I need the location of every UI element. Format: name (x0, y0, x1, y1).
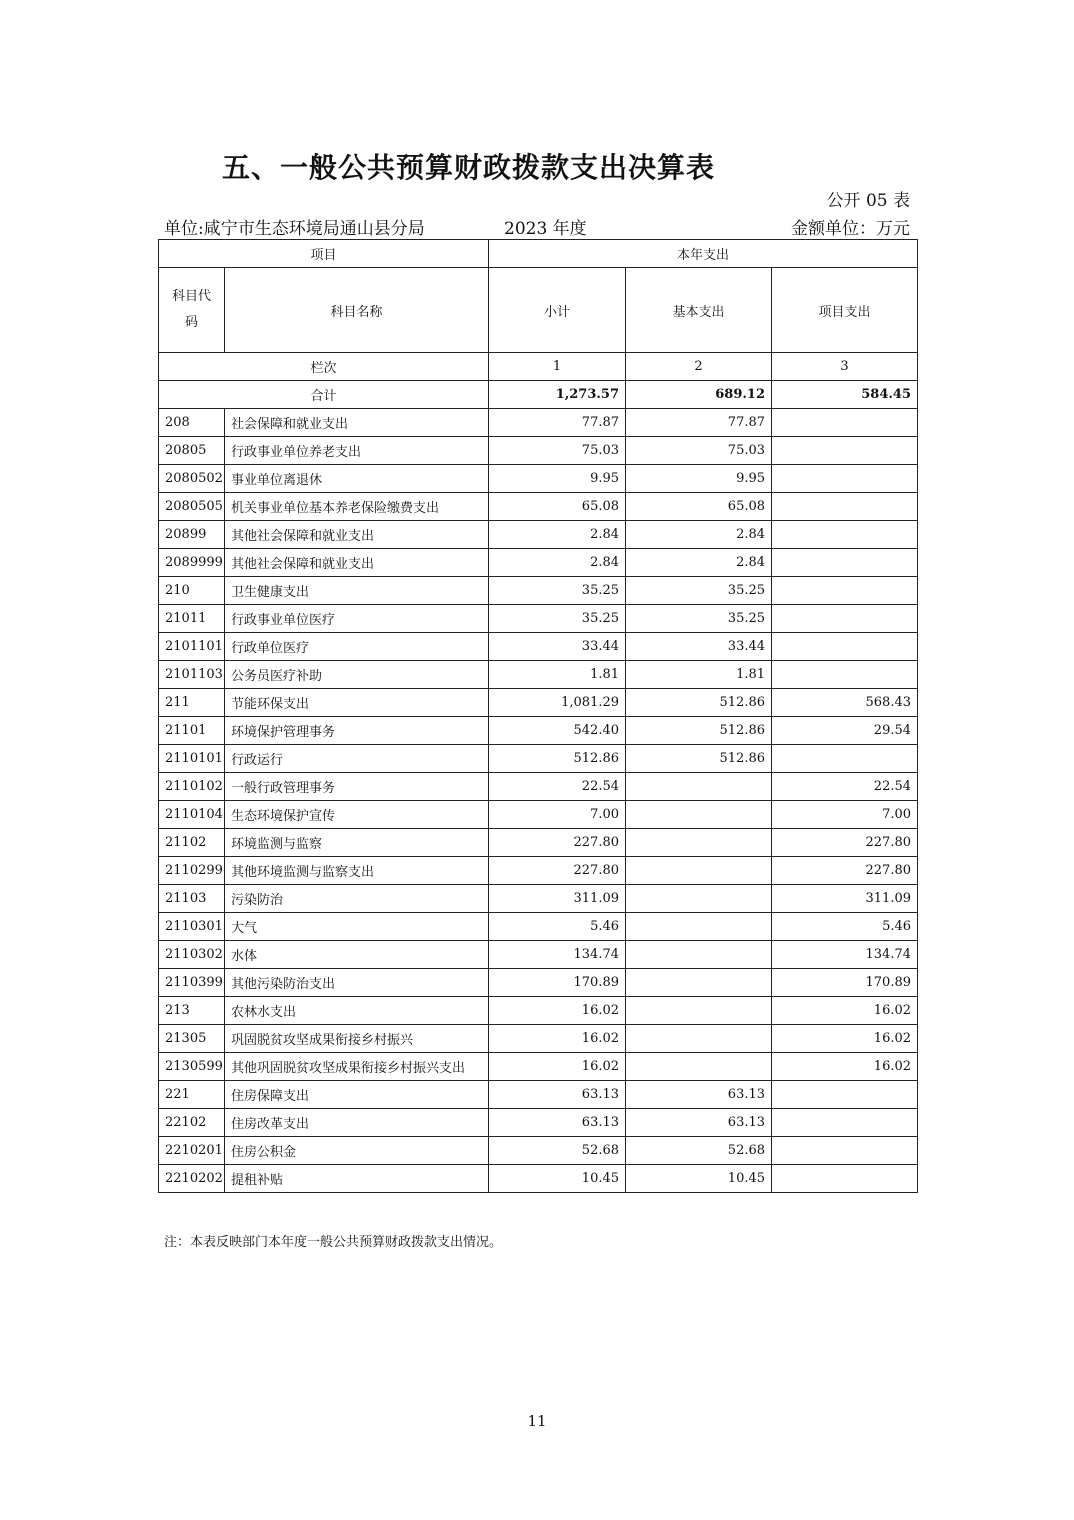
cell-subtotal: 542.40 (489, 717, 626, 745)
table-row (159, 689, 918, 717)
page-number: 11 (527, 1412, 547, 1430)
cell-basic (626, 1053, 772, 1081)
expenditure-table (158, 239, 918, 1193)
table-row (159, 745, 918, 773)
cell-name: 住房公积金 (225, 1137, 489, 1165)
cell-subtotal: 16.02 (489, 997, 626, 1025)
cell-project (772, 1109, 918, 1137)
cell-project (772, 661, 918, 689)
table-row (159, 829, 918, 857)
cell-project: 16.02 (772, 1053, 918, 1081)
cell-subtotal: 33.44 (489, 633, 626, 661)
cell-basic: 2.84 (626, 521, 772, 549)
cell-code: 2110399 (159, 969, 225, 997)
table-row (159, 521, 918, 549)
table-row (159, 1081, 918, 1109)
table-row (159, 1109, 918, 1137)
cell-project (772, 605, 918, 633)
fiscal-year: 2023 年度 (504, 219, 587, 239)
cell-name: 其他社会保障和就业支出 (225, 521, 489, 549)
cell-basic: 35.25 (626, 577, 772, 605)
cell-name: 行政事业单位医疗 (225, 605, 489, 633)
cell-project: 29.54 (772, 717, 918, 745)
cell-code: 2110102 (159, 773, 225, 801)
cell-subtotal: 63.13 (489, 1081, 626, 1109)
cell-basic (626, 997, 772, 1025)
cell-code: 2210202 (159, 1165, 225, 1193)
cell-basic (626, 913, 772, 941)
table-row (159, 941, 918, 969)
cell-project (772, 521, 918, 549)
unit-label: 单位:咸宁市生态环境局通山县分局 (164, 219, 425, 239)
cell-name: 行政单位医疗 (225, 633, 489, 661)
cell-basic: 512.86 (626, 689, 772, 717)
cell-subtotal: 311.09 (489, 885, 626, 913)
table-row (159, 773, 918, 801)
cell-name: 住房改革支出 (225, 1109, 489, 1137)
table-row (159, 801, 918, 829)
cell-code: 2110104 (159, 801, 225, 829)
cell-subtotal: 35.25 (489, 605, 626, 633)
header-name: 科目名称 (225, 268, 489, 353)
page-title: 五、一般公共预算财政拨款支出决算表 (222, 151, 716, 184)
table-row (159, 1025, 918, 1053)
cell-code: 2210201 (159, 1137, 225, 1165)
cell-code: 213 (159, 997, 225, 1025)
cell-project: 16.02 (772, 1025, 918, 1053)
cell-basic: 512.86 (626, 745, 772, 773)
cell-basic: 52.68 (626, 1137, 772, 1165)
cell-name: 提租补贴 (225, 1165, 489, 1193)
table-row (159, 1053, 918, 1081)
row-index-3: 3 (772, 353, 918, 381)
cell-subtotal: 16.02 (489, 1053, 626, 1081)
form-number: 公开 05 表 (826, 191, 910, 211)
table-row (159, 493, 918, 521)
cell-name: 其他社会保障和就业支出 (225, 549, 489, 577)
cell-basic: 75.03 (626, 437, 772, 465)
cell-name: 其他环境监测与监察支出 (225, 857, 489, 885)
header-current-year-group: 本年支出 (489, 240, 918, 268)
cell-code: 2089999 (159, 549, 225, 577)
cell-name: 公务员医疗补助 (225, 661, 489, 689)
table-row (159, 857, 918, 885)
cell-subtotal: 1.81 (489, 661, 626, 689)
cell-project (772, 745, 918, 773)
cell-project: 227.80 (772, 857, 918, 885)
table-row (159, 885, 918, 913)
cell-basic (626, 885, 772, 913)
cell-code: 2110101 (159, 745, 225, 773)
cell-subtotal: 77.87 (489, 409, 626, 437)
cell-project (772, 549, 918, 577)
cell-code: 2110299 (159, 857, 225, 885)
cell-basic: 10.45 (626, 1165, 772, 1193)
cell-subtotal: 16.02 (489, 1025, 626, 1053)
cell-subtotal: 7.00 (489, 801, 626, 829)
cell-project: 5.46 (772, 913, 918, 941)
table-row (159, 913, 918, 941)
cell-basic: 2.84 (626, 549, 772, 577)
cell-basic: 77.87 (626, 409, 772, 437)
cell-subtotal: 5.46 (489, 913, 626, 941)
cell-project (772, 493, 918, 521)
cell-basic (626, 773, 772, 801)
cell-name: 社会保障和就业支出 (225, 409, 489, 437)
cell-subtotal: 65.08 (489, 493, 626, 521)
cell-basic (626, 801, 772, 829)
table-row (159, 605, 918, 633)
cell-code: 211 (159, 689, 225, 717)
cell-code: 2110302 (159, 941, 225, 969)
cell-code: 208 (159, 409, 225, 437)
cell-name: 节能环保支出 (225, 689, 489, 717)
cell-basic: 512.86 (626, 717, 772, 745)
cell-code: 21305 (159, 1025, 225, 1053)
money-unit: 金额单位：万元 (791, 219, 910, 239)
cell-subtotal: 2.84 (489, 521, 626, 549)
total-project: 584.45 (772, 381, 918, 409)
cell-code: 20805 (159, 437, 225, 465)
cell-project: 227.80 (772, 829, 918, 857)
cell-subtotal: 1,081.29 (489, 689, 626, 717)
cell-basic (626, 829, 772, 857)
cell-subtotal: 134.74 (489, 941, 626, 969)
cell-project: 134.74 (772, 941, 918, 969)
total-basic: 689.12 (626, 381, 772, 409)
cell-subtotal: 22.54 (489, 773, 626, 801)
cell-code: 22102 (159, 1109, 225, 1137)
cell-subtotal: 227.80 (489, 829, 626, 857)
cell-code: 2080505 (159, 493, 225, 521)
cell-project: 170.89 (772, 969, 918, 997)
cell-subtotal: 52.68 (489, 1137, 626, 1165)
cell-name: 巩固脱贫攻坚成果衔接乡村振兴 (225, 1025, 489, 1053)
cell-project (772, 1165, 918, 1193)
cell-code: 210 (159, 577, 225, 605)
cell-subtotal: 35.25 (489, 577, 626, 605)
cell-name: 行政运行 (225, 745, 489, 773)
cell-subtotal: 170.89 (489, 969, 626, 997)
cell-code: 21101 (159, 717, 225, 745)
cell-project (772, 409, 918, 437)
cell-project (772, 1137, 918, 1165)
cell-project (772, 465, 918, 493)
cell-subtotal: 512.86 (489, 745, 626, 773)
cell-name: 大气 (225, 913, 489, 941)
cell-name: 水体 (225, 941, 489, 969)
header-item-group: 项目 (159, 240, 489, 268)
cell-name: 卫生健康支出 (225, 577, 489, 605)
table-row (159, 437, 918, 465)
row-index-2: 2 (626, 353, 772, 381)
table-row (159, 465, 918, 493)
table-row (159, 549, 918, 577)
total-row (159, 381, 918, 409)
cell-basic (626, 941, 772, 969)
cell-name: 污染防治 (225, 885, 489, 913)
cell-project: 16.02 (772, 997, 918, 1025)
table-note: 注：本表反映部门本年度一般公共预算财政拨款支出情况。 (164, 1235, 503, 1250)
table-row (159, 577, 918, 605)
table-row (159, 1137, 918, 1165)
cell-name: 行政事业单位养老支出 (225, 437, 489, 465)
cell-name: 环境保护管理事务 (225, 717, 489, 745)
cell-subtotal: 10.45 (489, 1165, 626, 1193)
cell-subtotal: 227.80 (489, 857, 626, 885)
cell-basic (626, 969, 772, 997)
cell-name: 机关事业单位基本养老保险缴费支出 (225, 493, 489, 521)
cell-basic (626, 1025, 772, 1053)
total-subtotal: 1,273.57 (489, 381, 626, 409)
row-index-1: 1 (489, 353, 626, 381)
cell-basic (626, 857, 772, 885)
header-project: 项目支出 (772, 268, 918, 353)
cell-code: 21011 (159, 605, 225, 633)
cell-name: 其他污染防治支出 (225, 969, 489, 997)
cell-name: 其他巩固脱贫攻坚成果衔接乡村振兴支出 (225, 1053, 489, 1081)
cell-project: 568.43 (772, 689, 918, 717)
header-code: 科目代码 (159, 268, 225, 353)
cell-name: 环境监测与监察 (225, 829, 489, 857)
table-row (159, 661, 918, 689)
cell-code: 2080502 (159, 465, 225, 493)
cell-subtotal: 9.95 (489, 465, 626, 493)
cell-code: 221 (159, 1081, 225, 1109)
cell-subtotal: 2.84 (489, 549, 626, 577)
cell-subtotal: 75.03 (489, 437, 626, 465)
cell-project (772, 633, 918, 661)
cell-project (772, 437, 918, 465)
cell-name: 住房保障支出 (225, 1081, 489, 1109)
cell-basic: 63.13 (626, 1109, 772, 1137)
cell-basic: 35.25 (626, 605, 772, 633)
table-row (159, 633, 918, 661)
cell-basic: 65.08 (626, 493, 772, 521)
row-index-label: 栏次 (159, 353, 489, 381)
cell-code: 2130599 (159, 1053, 225, 1081)
table-row (159, 717, 918, 745)
total-label: 合计 (159, 381, 489, 409)
table-row (159, 969, 918, 997)
table-row (159, 1165, 918, 1193)
cell-code: 20899 (159, 521, 225, 549)
cell-code: 2101101 (159, 633, 225, 661)
cell-name: 事业单位离退休 (225, 465, 489, 493)
cell-code: 2101103 (159, 661, 225, 689)
header-subtotal: 小计 (489, 268, 626, 353)
table-row (159, 997, 918, 1025)
cell-project (772, 577, 918, 605)
cell-subtotal: 63.13 (489, 1109, 626, 1137)
cell-project: 311.09 (772, 885, 918, 913)
cell-basic: 33.44 (626, 633, 772, 661)
cell-basic: 63.13 (626, 1081, 772, 1109)
cell-code: 2110301 (159, 913, 225, 941)
cell-basic: 9.95 (626, 465, 772, 493)
cell-project (772, 1081, 918, 1109)
cell-project: 22.54 (772, 773, 918, 801)
cell-project: 7.00 (772, 801, 918, 829)
cell-basic: 1.81 (626, 661, 772, 689)
cell-code: 21102 (159, 829, 225, 857)
cell-name: 生态环境保护宣传 (225, 801, 489, 829)
cell-code: 21103 (159, 885, 225, 913)
cell-name: 农林水支出 (225, 997, 489, 1025)
header-basic: 基本支出 (626, 268, 772, 353)
cell-name: 一般行政管理事务 (225, 773, 489, 801)
table-row (159, 409, 918, 437)
